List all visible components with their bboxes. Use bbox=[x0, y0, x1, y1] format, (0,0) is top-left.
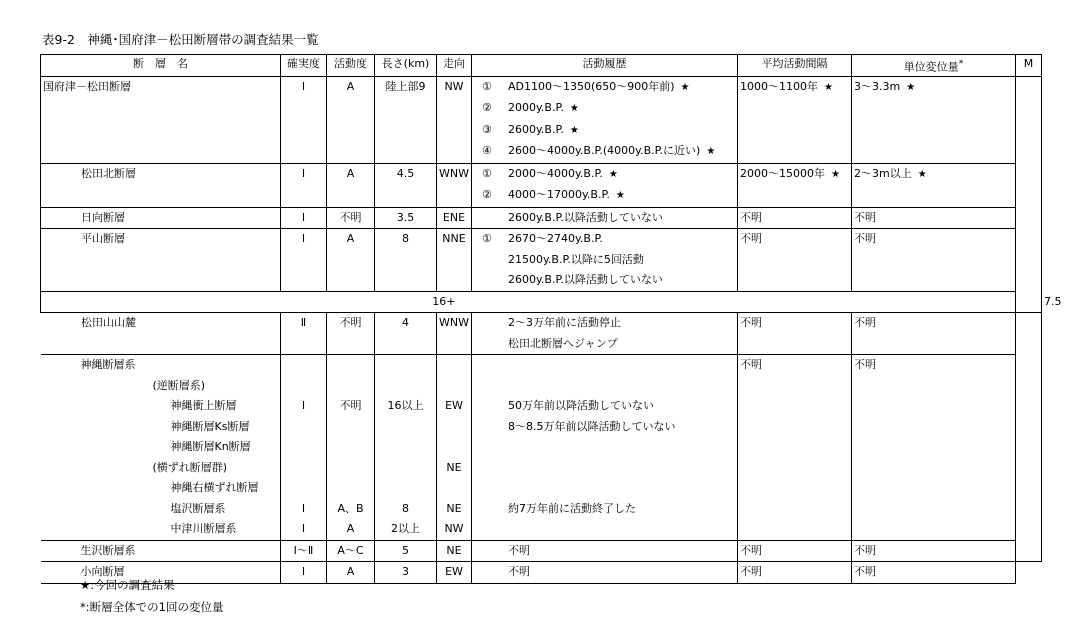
length-cell bbox=[375, 376, 437, 397]
history-cell: 2600y.B.P.以降活動していない bbox=[471, 207, 737, 229]
history-cell: ① 2670～2740y.B.P. bbox=[471, 229, 737, 250]
certainty-cell: Ⅱ bbox=[281, 313, 327, 355]
fault-name: 神縄右横ずれ断層 bbox=[170, 481, 259, 495]
strike-cell bbox=[437, 437, 472, 458]
activity-cell bbox=[327, 458, 375, 479]
certainty-cell: Ⅰ～Ⅱ bbox=[281, 540, 327, 562]
header-interval: 平均活動間隔 bbox=[737, 55, 851, 77]
history-cell bbox=[471, 458, 737, 479]
strike-cell: NE bbox=[437, 540, 472, 562]
m-cell bbox=[1015, 76, 1041, 313]
table-row bbox=[41, 540, 1064, 562]
table-title: 表9-2 神縄･国府津－松田断層帯の調査結果一覧 bbox=[42, 32, 319, 47]
certainty-cell bbox=[281, 437, 327, 458]
star-mark: ★ bbox=[569, 124, 579, 136]
history-cell: 不明 bbox=[471, 540, 737, 562]
star-mark: ★ bbox=[608, 168, 618, 180]
magnitude-value: 7.5 bbox=[1043, 295, 1062, 309]
certainty-cell bbox=[281, 458, 327, 479]
star-mark: ★ bbox=[615, 190, 625, 202]
history-cell: ④ 2600～4000y.B.P.(4000y.B.P.に近い) ★ bbox=[471, 141, 737, 163]
strike-cell: EW bbox=[437, 562, 472, 584]
strike-cell: NW bbox=[437, 76, 472, 163]
fault-name: 生沢断層系 bbox=[41, 540, 281, 562]
length-cell: 陸上部9 bbox=[375, 76, 437, 163]
table-row bbox=[41, 207, 1064, 229]
strike-cell bbox=[437, 417, 472, 438]
displacement-cell: 不明 bbox=[851, 562, 1015, 584]
strike-cell: NE bbox=[437, 499, 472, 520]
certainty-cell: Ⅰ bbox=[281, 76, 327, 163]
fault-name: 神縄衝上断層 bbox=[170, 399, 237, 413]
header-certainty: 確実度 bbox=[281, 55, 327, 77]
header-activity: 活動度 bbox=[327, 55, 375, 77]
strike-cell: ENE bbox=[437, 207, 472, 229]
star-mark: ★ bbox=[706, 146, 716, 158]
activity-cell: 不明 bbox=[327, 396, 375, 417]
total-spacer bbox=[41, 291, 281, 313]
legend-star: ★:今回の調査結果 bbox=[80, 578, 175, 592]
table-row bbox=[41, 229, 1064, 250]
displacement-cell: 不明 bbox=[851, 207, 1015, 229]
table-row bbox=[41, 562, 1064, 584]
history-cell bbox=[471, 355, 737, 376]
asterisk-mark: * bbox=[958, 58, 964, 69]
total-spacer bbox=[471, 291, 1015, 313]
activity-cell: A bbox=[327, 519, 375, 540]
length-cell: 3 bbox=[375, 562, 437, 584]
group-label: (横ずれ断層群) bbox=[152, 460, 228, 474]
table-row bbox=[41, 313, 1064, 334]
displacement-cell: 不明 bbox=[851, 540, 1015, 562]
survey-results-table bbox=[40, 54, 1064, 584]
history-cell bbox=[471, 376, 737, 397]
history-cell: ② 2000y.B.P. ★ bbox=[471, 98, 737, 120]
activity-cell: 不明 bbox=[327, 313, 375, 355]
fault-name: 日向断層 bbox=[41, 207, 281, 229]
fault-name: 小向断層 bbox=[41, 562, 281, 584]
activity-cell: A bbox=[327, 562, 375, 584]
activity-cell: 不明 bbox=[327, 207, 375, 229]
star-mark: ★ bbox=[830, 168, 840, 180]
m-cell bbox=[1015, 313, 1041, 562]
certainty-cell: Ⅰ bbox=[281, 163, 327, 207]
legend-asterisk: *:断層全体での1回の変位量 bbox=[80, 600, 224, 614]
activity-cell: A bbox=[327, 76, 375, 163]
strike-cell: NE bbox=[437, 458, 472, 479]
length-cell: 8 bbox=[375, 499, 437, 520]
strike-cell: NW bbox=[437, 519, 472, 540]
length-cell: 16以上 bbox=[375, 396, 437, 417]
length-cell bbox=[375, 437, 437, 458]
fault-name: 中津川断層系 bbox=[170, 522, 237, 536]
length-cell: 3.5 bbox=[375, 207, 437, 229]
group-label: (逆断層系) bbox=[152, 378, 206, 392]
fault-name: 神縄断層Kn断層 bbox=[170, 440, 251, 454]
interval-cell: 不明 bbox=[737, 355, 851, 541]
history-cell: 21500y.B.P.以降に5回活動 bbox=[471, 250, 737, 271]
length-cell bbox=[375, 355, 437, 376]
total-length: 16+ bbox=[281, 291, 472, 313]
history-cell: ① AD1100～1350(650～900年前) ★ bbox=[471, 76, 737, 98]
table-row bbox=[41, 76, 1064, 98]
certainty-cell bbox=[281, 376, 327, 397]
certainty-cell: Ⅰ bbox=[281, 499, 327, 520]
history-cell bbox=[471, 437, 737, 458]
displacement-cell: 3～3.3m ★ bbox=[851, 76, 1015, 163]
interval-cell: 不明 bbox=[737, 313, 851, 355]
activity-cell: A bbox=[327, 229, 375, 292]
activity-cell: A、B bbox=[327, 499, 375, 520]
certainty-cell: Ⅰ bbox=[281, 519, 327, 540]
star-mark: ★ bbox=[917, 168, 927, 180]
header-strike: 走向 bbox=[437, 55, 472, 77]
activity-cell bbox=[327, 376, 375, 397]
displacement-cell: 2～3m以上 ★ bbox=[851, 163, 1015, 207]
displacement-cell: 不明 bbox=[851, 229, 1015, 292]
certainty-cell bbox=[281, 355, 327, 376]
history-cell: ③ 2600y.B.P. ★ bbox=[471, 120, 737, 142]
table-row bbox=[41, 355, 1064, 376]
fault-name: 神縄断層Ks断層 bbox=[170, 419, 250, 433]
length-cell bbox=[375, 458, 437, 479]
header-length: 長さ(km) bbox=[375, 55, 437, 77]
header-displacement: 単位変位量* bbox=[851, 55, 1015, 77]
history-cell: 不明 bbox=[471, 562, 737, 584]
length-cell bbox=[375, 417, 437, 438]
activity-cell: A bbox=[327, 163, 375, 207]
strike-cell: WNW bbox=[437, 163, 472, 207]
table-row bbox=[41, 163, 1064, 185]
certainty-cell bbox=[281, 417, 327, 438]
header-row bbox=[41, 55, 1064, 77]
length-cell bbox=[375, 478, 437, 499]
star-mark: ★ bbox=[569, 103, 579, 115]
length-cell: 2以上 bbox=[375, 519, 437, 540]
interval-cell: 2000～15000年 ★ bbox=[737, 163, 851, 207]
activity-cell bbox=[327, 355, 375, 376]
strike-cell bbox=[437, 355, 472, 376]
displacement-cell: 不明 bbox=[851, 313, 1015, 355]
strike-cell: WNW bbox=[437, 313, 472, 355]
certainty-cell: Ⅰ bbox=[281, 229, 327, 292]
header-m: M bbox=[1015, 55, 1041, 77]
history-cell: ② 4000～17000y.B.P. ★ bbox=[471, 185, 737, 207]
certainty-cell: Ⅰ bbox=[281, 562, 327, 584]
activity-cell bbox=[327, 478, 375, 499]
history-cell: 約7万年前に活動終了した bbox=[471, 499, 737, 520]
total-row bbox=[41, 291, 1064, 313]
activity-cell bbox=[327, 417, 375, 438]
history-cell: 2600y.B.P.以降活動していない bbox=[471, 270, 737, 291]
fault-name: 平山断層 bbox=[41, 229, 281, 292]
strike-cell: EW bbox=[437, 396, 472, 417]
history-cell: ① 2000～4000y.B.P. ★ bbox=[471, 163, 737, 185]
star-mark: ★ bbox=[680, 81, 690, 93]
length-cell: 4 bbox=[375, 313, 437, 355]
activity-cell bbox=[327, 437, 375, 458]
interval-cell: 不明 bbox=[737, 229, 851, 292]
header-name: 断 層 名 bbox=[41, 55, 281, 77]
strike-cell bbox=[437, 376, 472, 397]
history-cell: 8～8.5万年前以降活動していない bbox=[471, 417, 737, 438]
interval-cell: 不明 bbox=[737, 207, 851, 229]
interval-cell: 不明 bbox=[737, 540, 851, 562]
fault-name: 塩沢断層系 bbox=[170, 501, 226, 515]
fault-name: 国府津－松田断層 bbox=[41, 76, 281, 163]
length-cell: 5 bbox=[375, 540, 437, 562]
history-cell: 50万年前以降活動していない bbox=[471, 396, 737, 417]
star-mark: ★ bbox=[823, 81, 833, 93]
history-cell: 松田北断層へジャンプ bbox=[471, 334, 737, 355]
fault-name: 神縄断層系 bbox=[41, 355, 281, 376]
length-cell: 4.5 bbox=[375, 163, 437, 207]
interval-cell: 不明 bbox=[737, 562, 851, 584]
length-cell: 8 bbox=[375, 229, 437, 292]
displacement-cell: 不明 bbox=[851, 355, 1015, 541]
certainty-cell: Ⅰ bbox=[281, 207, 327, 229]
history-cell bbox=[471, 519, 737, 540]
interval-cell: 1000～1100年 ★ bbox=[737, 76, 851, 163]
history-cell: 2～3万年前に活動停止 bbox=[471, 313, 737, 334]
strike-cell bbox=[437, 478, 472, 499]
history-cell bbox=[471, 478, 737, 499]
strike-cell: NNE bbox=[437, 229, 472, 292]
star-mark: ★ bbox=[906, 81, 916, 93]
activity-cell: A～C bbox=[327, 540, 375, 562]
fault-name: 松田山山麓 bbox=[41, 313, 281, 355]
certainty-cell: Ⅰ bbox=[281, 396, 327, 417]
certainty-cell bbox=[281, 478, 327, 499]
header-history: 活動履歴 bbox=[471, 55, 737, 77]
fault-name: 松田北断層 bbox=[41, 163, 281, 207]
